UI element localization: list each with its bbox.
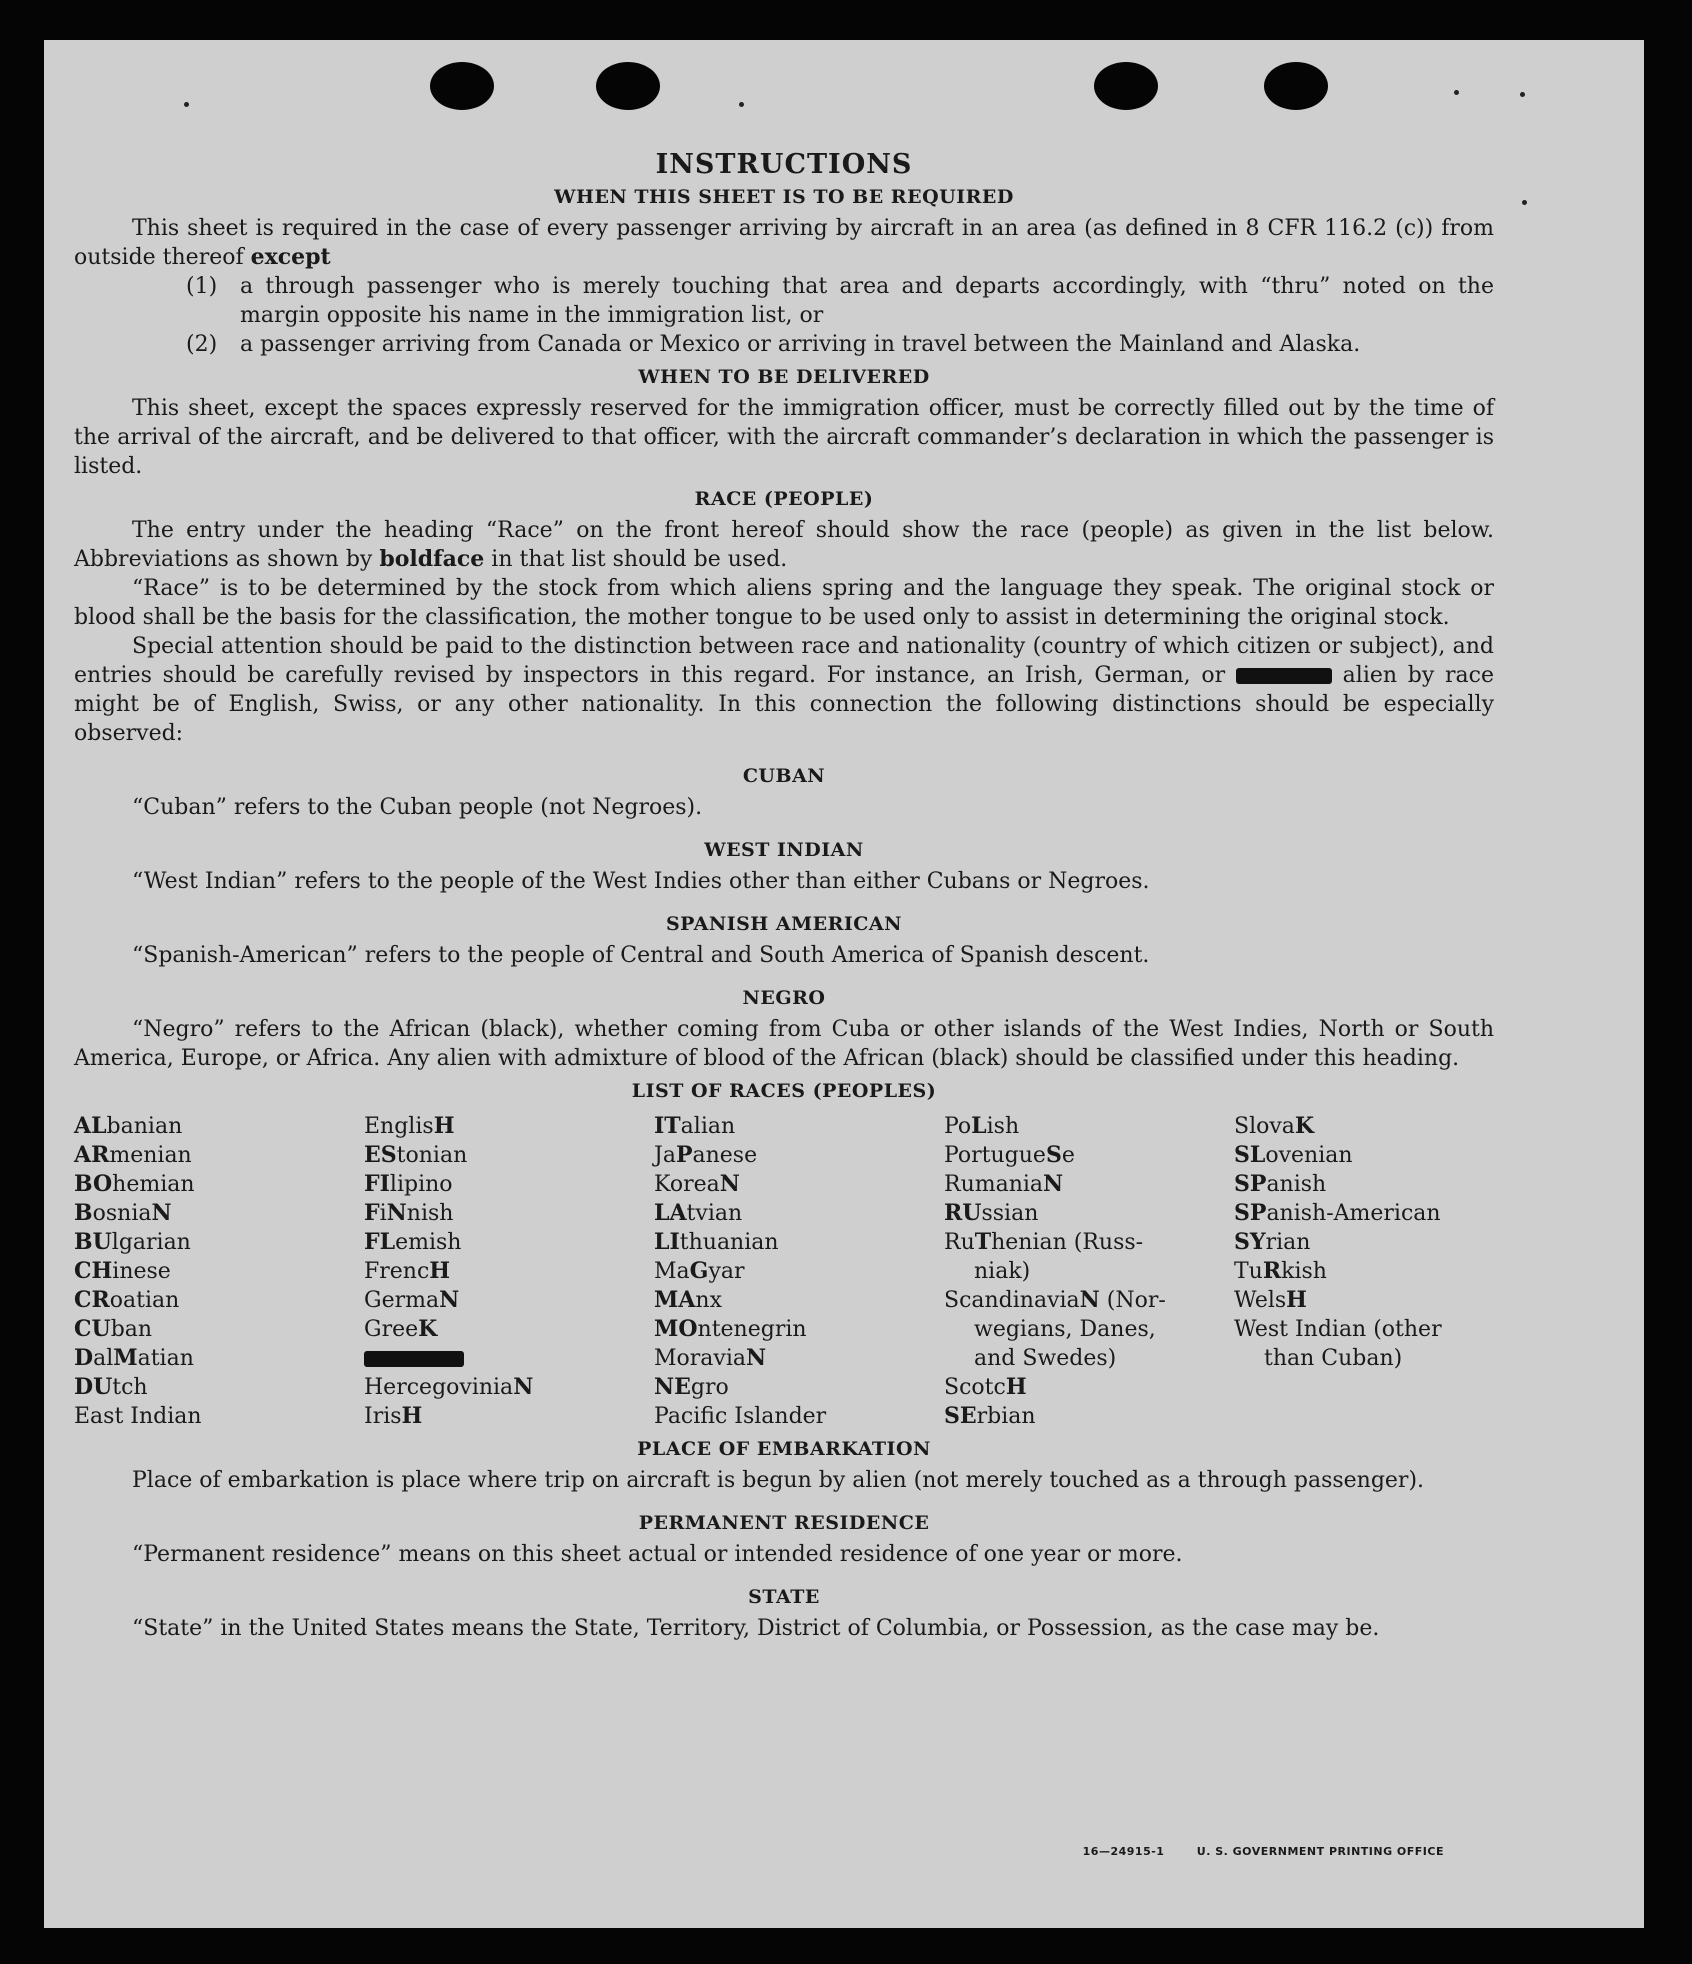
race-entry: FIlipino: [364, 1171, 453, 1197]
race-entry: CUban: [74, 1316, 153, 1342]
race-entry: LAtvian: [654, 1200, 743, 1226]
paragraph-state: “State” in the United States means the State, Territory, District of Columbia, or Possession, as the case may be.: [132, 1616, 1380, 1641]
form-number: 16—24915-1: [1082, 1845, 1165, 1858]
race-entry: CHinese: [74, 1258, 171, 1284]
heading-when-required: WHEN THIS SHEET IS TO BE REQUIRED: [554, 186, 1014, 208]
race-entry: CRoatian: [74, 1287, 180, 1313]
paragraph-residence: “Permanent residence” means on this sheet actual or intended residence of one year or more.: [132, 1542, 1183, 1567]
race-entry: GreeK: [364, 1316, 438, 1342]
race-entry: LIthuanian: [654, 1229, 779, 1255]
race-entry: East Indian: [74, 1404, 202, 1429]
printer-credit: U. S. GOVERNMENT PRINTING OFFICE: [1196, 1845, 1444, 1858]
race-entry: Pacific Islander: [654, 1404, 827, 1429]
race-entry: SPanish-American: [1234, 1200, 1441, 1226]
race-entry: BUlgarian: [74, 1229, 191, 1255]
race-entry: SLovenian: [1234, 1142, 1353, 1168]
paragraph-delivered: This sheet, except the spaces expressly reserved for the immigration officer, must be correctly filled out by the time of the arrival of the aircraft, and be delivered to that officer, with the aircraft commander’s declaration in which the passenger is listed.: [74, 396, 1494, 479]
race-entry: MAnx: [654, 1287, 722, 1313]
race-entry: niak): [974, 1259, 1031, 1284]
item-number: (2): [186, 332, 218, 357]
race-entry: RUssian: [944, 1200, 1039, 1226]
heading-embarkation: PLACE OF EMBARKATION: [637, 1438, 931, 1460]
race-entry: SYrian: [1234, 1229, 1311, 1255]
race-entry: DUtch: [74, 1374, 148, 1400]
race-entry: EnglisH: [364, 1113, 455, 1139]
race-entry: JaPanese: [654, 1142, 758, 1168]
race-entry: and Swedes): [974, 1346, 1117, 1371]
race-entry: RuThenian (Russ-: [944, 1229, 1144, 1255]
paragraph-negro: “Negro” refers to the African (black), whether coming from Cuba or other islands of the West Indies, North or South America, Europe, or Africa. Any alien with admixture of blood of the African (black) should be classified under this heading.: [74, 1017, 1494, 1071]
race-entry: ScandinaviaN (Nor-: [944, 1287, 1166, 1313]
speck: [1520, 92, 1525, 97]
race-entry: MOntenegrin: [654, 1316, 807, 1342]
form-footer: [1055, 1845, 1444, 1858]
races-list: [74, 1112, 1494, 1431]
list-item-2: [186, 330, 1494, 359]
races-column-3: [654, 1112, 944, 1431]
text-race-1b: in that list should be used.: [491, 547, 788, 572]
item-text: a through passenger who is merely touching that area and departs accordingly, with “thru” noted on the margin opposite his name in the immigration list, or: [240, 274, 1494, 328]
race-entry: ALbanian: [74, 1113, 183, 1139]
paragraph-cuban: “Cuban” refers to the Cuban people (not Negroes).: [132, 795, 703, 820]
races-column-2: [364, 1112, 654, 1431]
redaction-mark: [1236, 668, 1332, 684]
speck: [184, 102, 189, 107]
text-race-3b: alien by race might be of English, Swiss, or any other nationality. In this connection the following distinctions should be especially observed:: [74, 663, 1495, 746]
heading-list-of-races: LIST OF RACES (PEOPLES): [631, 1080, 937, 1102]
races-column-5: [1234, 1112, 1494, 1431]
race-entry: ScotcH: [944, 1374, 1027, 1400]
race-entry: BosniaN: [74, 1200, 172, 1226]
text-boldface: boldface: [379, 546, 485, 572]
heading-cuban: CUBAN: [742, 765, 826, 787]
punch-hole-1: [430, 62, 494, 110]
race-entry: wegians, Danes,: [974, 1317, 1156, 1342]
heading-state: STATE: [748, 1586, 820, 1608]
heading-residence: PERMANENT RESIDENCE: [638, 1512, 930, 1534]
race-entry: than Cuban): [1264, 1346, 1403, 1371]
text-race-3a: Special attention should be paid to the distinction between race and nationality (country of which citizen or subject), and entries should be carefully revised by inspectors in this regard. For instance, an Irish, German, or: [74, 634, 1494, 688]
heading-race: RACE (PEOPLE): [694, 488, 874, 510]
paragraph-required: [74, 214, 1494, 272]
race-entry: MaGyar: [654, 1258, 745, 1284]
race-entry: TuRkish: [1234, 1258, 1327, 1284]
race-entry: MoraviaN: [654, 1345, 767, 1371]
text-required: This sheet is required in the case of every passenger arriving by aircraft in an area (as defined in 8 CFR 116.2 (c)) from outside thereof: [74, 216, 1494, 270]
race-entry: SlovaK: [1234, 1113, 1315, 1139]
race-entry: SErbian: [944, 1403, 1036, 1429]
heading-negro: NEGRO: [742, 987, 826, 1009]
race-entry: KoreaN: [654, 1171, 740, 1197]
race-entry: HercegoviniaN: [364, 1374, 534, 1400]
races-column-4: [944, 1112, 1234, 1431]
heading-when-delivered: WHEN TO BE DELIVERED: [638, 366, 930, 388]
punch-hole-4: [1264, 62, 1328, 110]
race-entry: NEgro: [654, 1374, 729, 1400]
paragraph-race-2: “Race” is to be determined by the stock from which aliens spring and the language they speak. The original stock or blood shall be the basis for the classification, the mother tongue to be used only to assist in determining the original stock.: [74, 576, 1494, 630]
race-entry: WelsH: [1234, 1287, 1307, 1313]
punch-hole-2: [596, 62, 660, 110]
paragraph-west-indian: “West Indian” refers to the people of the West Indies other than either Cubans or Negroes.: [132, 869, 1150, 894]
heading-west-indian: WEST INDIAN: [704, 839, 864, 861]
paragraph-race-3: [74, 632, 1494, 748]
races-column-1: [74, 1112, 364, 1431]
race-entry: ARmenian: [74, 1142, 192, 1168]
list-item-1: [186, 272, 1494, 330]
race-entry: West Indian (other: [1234, 1317, 1442, 1342]
redaction-mark: [364, 1351, 464, 1367]
race-entry: RumaniaN: [944, 1171, 1064, 1197]
race-entry: GermaN: [364, 1287, 460, 1313]
item-text: a passenger arriving from Canada or Mexico or arriving in travel between the Mainland and Alaska.: [240, 332, 1361, 357]
paragraph-spanish-american: “Spanish-American” refers to the people of Central and South America of Spanish descent.: [132, 943, 1150, 968]
document-body: [74, 150, 1494, 1643]
document-page: [44, 40, 1644, 1928]
race-entry: DalMatian: [74, 1345, 194, 1371]
race-entry: FLemish: [364, 1229, 462, 1255]
race-entry: PoLish: [944, 1113, 1020, 1139]
speck: [1454, 90, 1459, 95]
race-entry: FiNnish: [364, 1200, 454, 1226]
paragraph-race-1: [74, 516, 1494, 574]
race-entry: [364, 1344, 654, 1373]
race-entry: ITalian: [654, 1113, 736, 1139]
punch-hole-3: [1094, 62, 1158, 110]
speck: [1522, 200, 1527, 205]
heading-spanish-american: SPANISH AMERICAN: [665, 913, 903, 935]
race-entry: FrencH: [364, 1258, 451, 1284]
race-entry: BOhemian: [74, 1171, 195, 1197]
race-entry: IrisH: [364, 1403, 423, 1429]
text-except: except: [250, 244, 331, 270]
speck: [739, 102, 744, 107]
page-title: INSTRUCTIONS: [655, 149, 913, 180]
race-entry: EStonian: [364, 1142, 468, 1168]
text-race-1a: The entry under the heading “Race” on the front hereof should show the race (people) as given in the list below. Abbreviations as shown by: [74, 518, 1494, 572]
item-number: (1): [186, 274, 218, 299]
paragraph-embarkation: Place of embarkation is place where trip on aircraft is begun by alien (not merely touched as a through passenger).: [132, 1468, 1425, 1493]
race-entry: PortugueSe: [944, 1142, 1075, 1168]
race-entry: SPanish: [1234, 1171, 1327, 1197]
